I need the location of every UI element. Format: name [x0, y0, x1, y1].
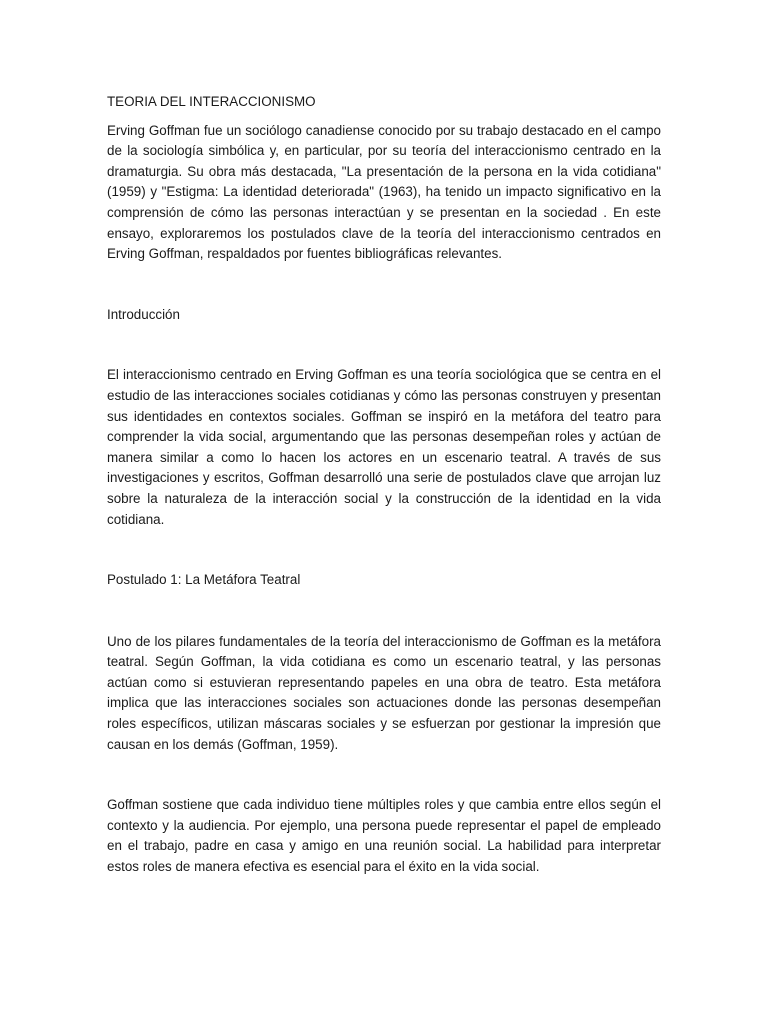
document-body [107, 92, 661, 878]
document-title: TEORIA DEL INTERACCIONISMO [107, 94, 316, 109]
introduccion-paragraph: El interaccionismo centrado en Erving Goffman es una teoría sociológica que se centra en el estudio de las interacciones sociales cotidianas y cómo las personas construyen y presentan sus identidades en contextos sociales. Goffman se inspiró en la metáfora del teatro para comprender la vida social, argumentando que las personas desempeñan roles y actúan de manera similar a como lo hacen los actores en un escenario teatral. A través de sus investigaciones y escritos, Goffman desarrolló una serie de postulados clave que arrojan luz sobre la naturaleza de la interacción social y la construcción de la identidad en la vida cotidiana. [107, 367, 661, 527]
postulado-1-paragraph-2: Goffman sostiene que cada individuo tiene múltiples roles y que cambia entre ellos según el contexto y la audiencia. Por ejemplo, una persona puede representar el papel de empleado en el trabajo, padre en casa y amigo en una reunión social. La habilidad para interpretar estos roles de manera efectiva es esencial para el éxito en la vida social. [107, 797, 661, 875]
section-heading-postulado-1: Postulado 1: La Metáfora Teatral [107, 572, 301, 588]
section-heading-introduccion: Introducción [107, 306, 180, 322]
intro-paragraph: Erving Goffman fue un sociólogo canadiense conocido por su trabajo destacado en el campo de la sociología simbólica y, en particular, por su teoría del interaccionismo centrado en la dramaturgia. Su obra más destacada, "La presentación de la persona en la vida cotidiana" (1959) y "Estigma: La identidad deteriorada" (1963), ha tenido un impacto significativo en la comprensión de cómo las personas interactúan y se presentan en la sociedad . En este ensayo, exploraremos los postulados clave de la teoría del interaccionismo centrados en Erving Goffman, respaldados por fuentes bibliográficas relevantes. [107, 122, 661, 262]
postulado-1-paragraph-1: Uno de los pilares fundamentales de la teoría del interaccionismo de Goffman es la metáfora teatral. Según Goffman, la vida cotidiana es como un escenario teatral, y las personas actúan como si estuvieran representando papeles en una obra de teatro. Esta metáfora implica que las interacciones sociales son actuaciones donde las personas desempeñan roles específicos, utilizan máscaras sociales y se esfuerzan por gestionar la impresión que causan en los demás (Goffman, 1959). [107, 633, 661, 752]
